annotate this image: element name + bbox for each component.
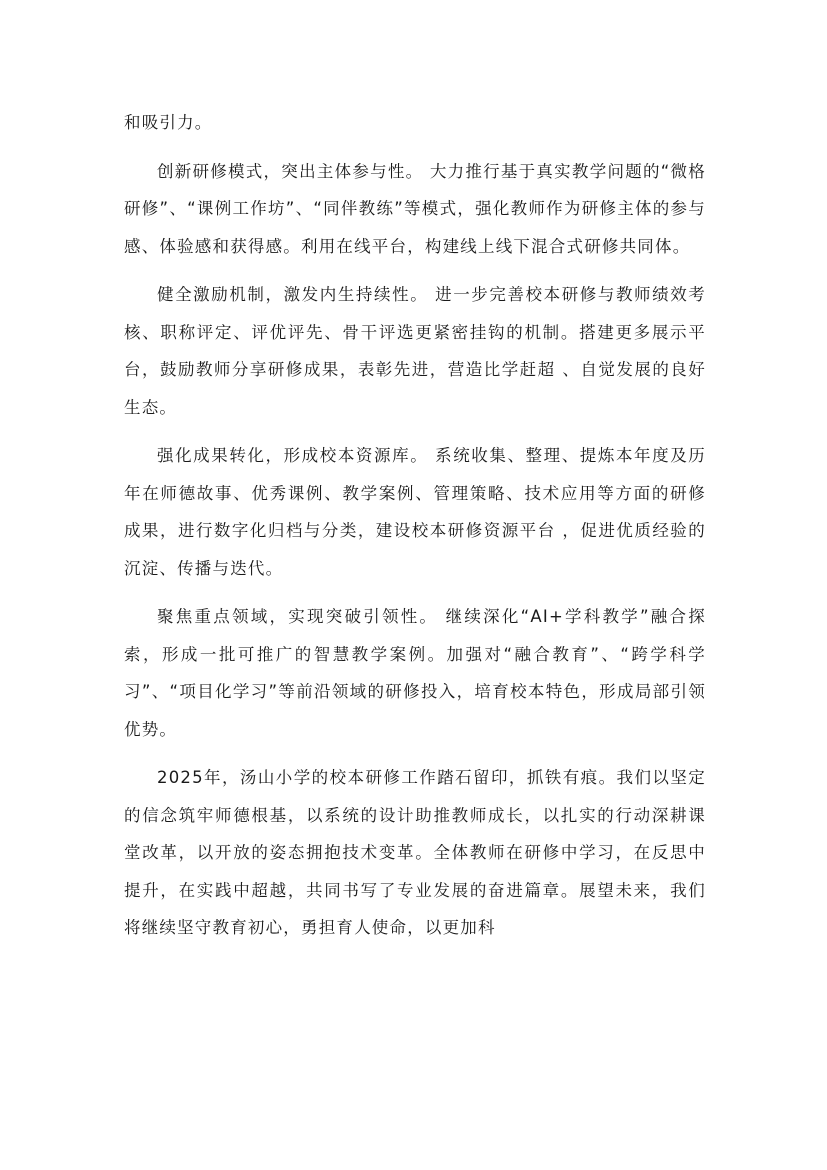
paragraph-incentive-mechanism: 健全激励机制，激发内生持续性。 进一步完善校本研修与教师绩效考核、职称评定、评优评先、骨干评选更紧密挂钩的机制。搭建更多展示平台，鼓励教师分享研修成果，表彰先进，营造比学赶超 、自觉发展的良好生态。 <box>124 285 706 417</box>
paragraph-outcome-conversion: 强化成果转化，形成校本资源库。 系统收集、整理、提炼本年度及历年在师德故事、优秀课例、教学案例、管理策略、技术应用等方面的研修成果，进行数字化归档与分类，建设校本研修资源平台 ，促进优质经验的沉淀、传播与迭代。 <box>124 446 706 578</box>
paragraph-summary-2025: 2025年，汤山小学的校本研修工作踏石留印，抓铁有痕。我们以坚定的信念筑牢师德根基，以系统的设计助推教师成长，以扎实的行动深耕课堂改革，以开放的姿态拥抱技术变革。全体教师在研修中学习，在反思中提升，在实践中超越，共同书写了专业发展的奋进篇章。展望未来，我们将继续坚守教育初心，勇担育人使命，以更加科 <box>124 768 706 937</box>
paragraph-continuation: 和吸引力。 <box>124 113 213 132</box>
paragraph-key-areas: 聚焦重点领域，实现突破引领性。 继续深化“AI+学科教学”融合探索，形成一批可推广的智慧教学案例。加强对“融合教育”、“跨学科学习”、“项目化学习”等前沿领域的研修投入，培育校本特色，形成局部引领优势。 <box>124 607 706 739</box>
document-body <box>124 104 706 958</box>
paragraph-innovate-training-mode: 创新研修模式，突出主体参与性。 大力推行基于真实教学问题的“微格研修”、“课例工作坊”、“同伴教练”等模式，强化教师作为研修主体的参与感、体验感和获得感。利用在线平台，构建线上线下混合式研修共同体。 <box>124 161 706 256</box>
